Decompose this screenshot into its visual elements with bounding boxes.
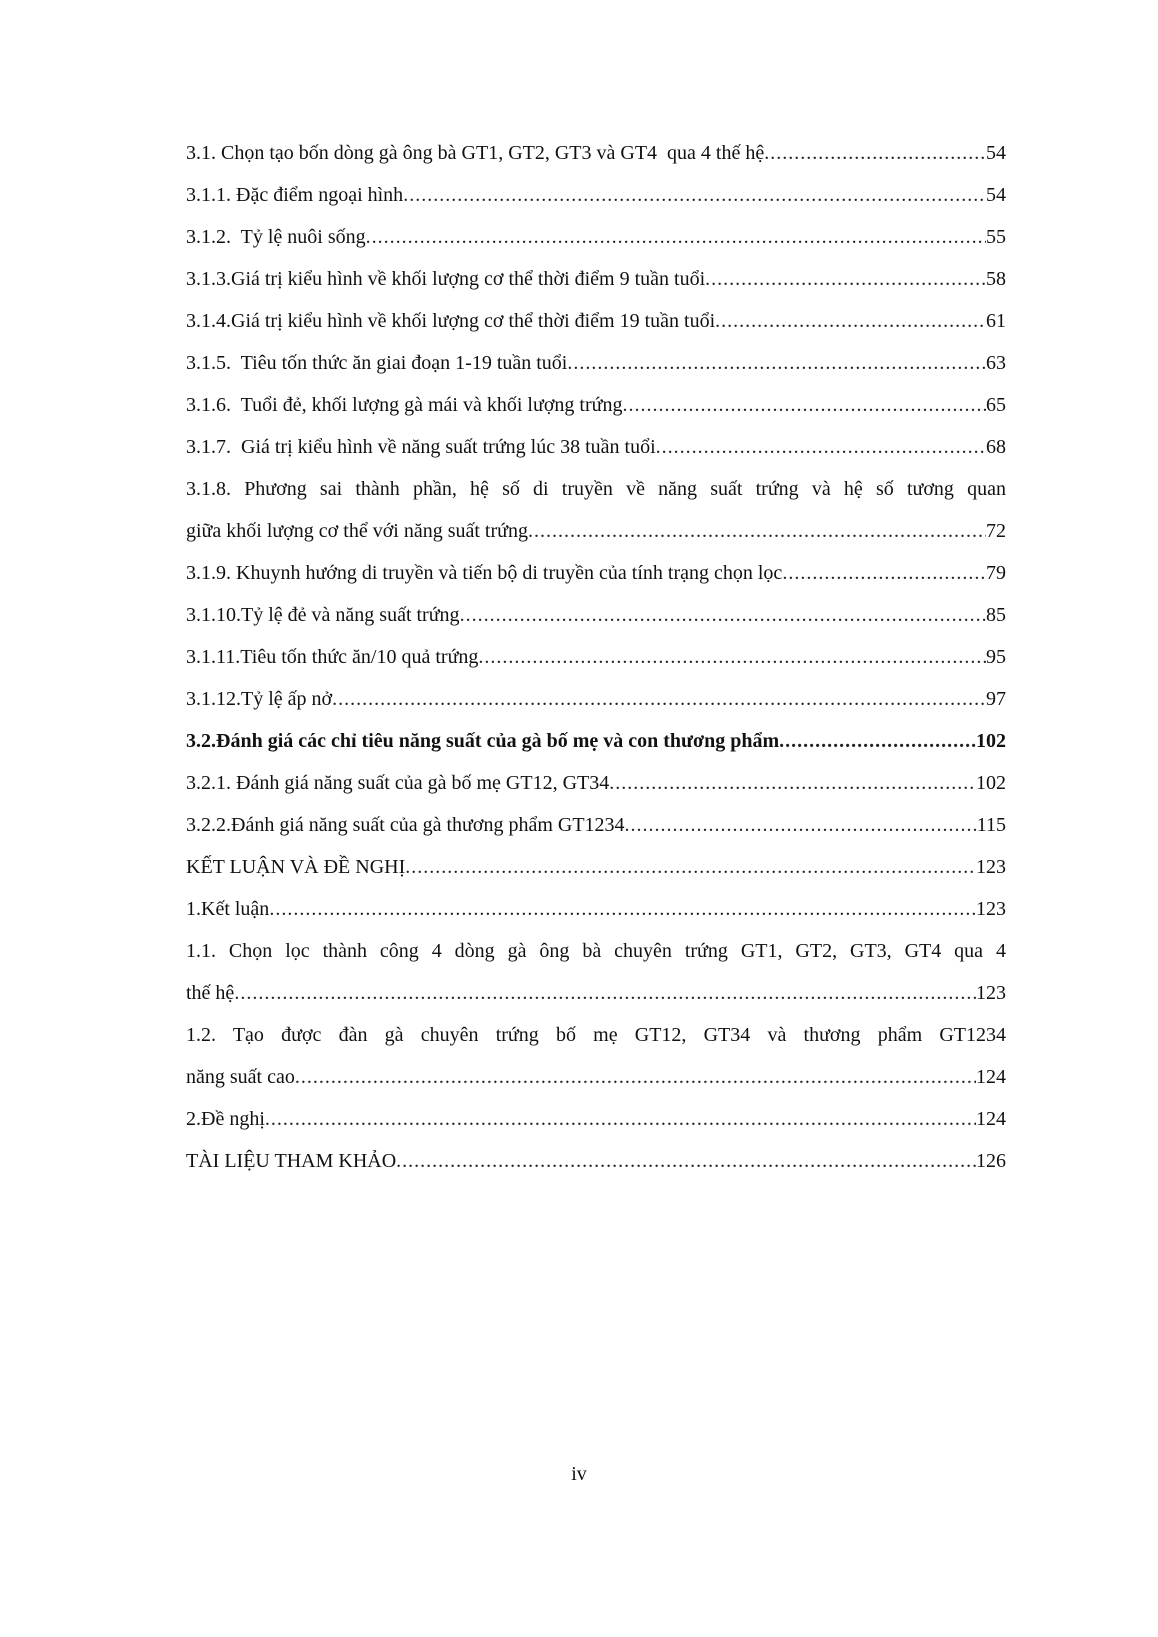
dot-leader (265, 1098, 976, 1140)
toc-entry-title-line1: 1.1. Chọn lọc thành công 4 dòng gà ông bà chuyên trứng GT1, GT2, GT3, GT4 qua 4 (186, 940, 1006, 962)
dot-leader (622, 384, 986, 426)
dot-leader (764, 132, 986, 174)
toc-entry (186, 426, 1006, 468)
toc-entry-title: 3.1.1. Đặc điểm ngoại hình (186, 184, 404, 206)
dot-leader (269, 888, 976, 930)
toc-entry-title: 3.1.5. Tiêu tốn thức ăn giai đoạn 1-19 tuần tuổi (186, 352, 568, 374)
dot-leader (625, 804, 977, 846)
dot-leader (332, 678, 986, 720)
toc-entry-page: 115 (976, 814, 1006, 836)
toc-entry-title: 3.1.11.Tiêu tốn thức ăn/10 quả trứng (186, 646, 479, 668)
toc-entry (186, 762, 1006, 804)
table-of-contents (186, 132, 1006, 1182)
toc-entry (186, 384, 1006, 426)
toc-entry-title: giữa khối lượng cơ thể với năng suất trứng (186, 520, 528, 542)
toc-entry (186, 678, 1006, 720)
toc-entry (186, 1014, 1006, 1098)
dot-leader (782, 552, 986, 594)
toc-entry (186, 846, 1006, 888)
toc-entry-page: 126 (976, 1150, 1006, 1172)
toc-entry-page: 54 (986, 184, 1006, 206)
dot-leader (366, 216, 986, 258)
toc-entry (186, 888, 1006, 930)
toc-entry-title-line1: 1.2. Tạo được đàn gà chuyên trứng bố mẹ GT12, GT34 và thương phẩm GT1234 (186, 1024, 1006, 1046)
toc-entry (186, 132, 1006, 174)
toc-entry-page: 61 (986, 310, 1006, 332)
toc-entry-page: 54 (986, 142, 1006, 164)
toc-entry-page: 123 (976, 982, 1006, 1004)
toc-entry-title: 3.1.2. Tỷ lệ nuôi sống (186, 226, 366, 248)
toc-entry-page: 102 (976, 730, 1006, 752)
dot-leader (528, 510, 986, 552)
dot-leader (567, 342, 986, 384)
toc-entry-title: 3.1.4.Giá trị kiểu hình về khối lượng cơ thể thời điểm 19 tuần tuổi (186, 310, 716, 332)
toc-entry-page: 58 (986, 268, 1006, 290)
toc-entry (186, 930, 1006, 1014)
toc-entry-title-line1: 3.1.8. Phương sai thành phần, hệ số di truyền về năng suất trứng và hệ số tương quan (186, 478, 1006, 500)
toc-entry (186, 468, 1006, 552)
toc-entry-title: năng suất cao (186, 1066, 295, 1088)
dot-leader (396, 1140, 976, 1182)
dot-leader (234, 972, 976, 1014)
dot-leader (779, 720, 976, 762)
toc-entry (186, 594, 1006, 636)
toc-entry-title: 3.2.1. Đánh giá năng suất của gà bố mẹ GT12, GT34 (186, 772, 610, 794)
toc-entry-title: thế hệ (186, 982, 235, 1004)
toc-entry-page: 124 (976, 1108, 1006, 1130)
dot-leader (656, 426, 986, 468)
toc-entry (186, 342, 1006, 384)
toc-entry (186, 258, 1006, 300)
toc-entry-page: 63 (986, 352, 1006, 374)
toc-entry-page: 85 (986, 604, 1006, 626)
toc-entry (186, 804, 1006, 846)
dot-leader (403, 174, 986, 216)
toc-entry-title: 3.1.12.Tỷ lệ ấp nở (186, 688, 333, 710)
toc-entry-title: 3.2.Đánh giá các chỉ tiêu năng suất của gà bố mẹ và con thương phẩm (186, 730, 780, 752)
toc-entry-title: 3.1.9. Khuynh hướng di truyền và tiến bộ di truyền của tính trạng chọn lọc (186, 562, 783, 584)
toc-entry (186, 174, 1006, 216)
toc-entry-title: 3.1.7. Giá trị kiểu hình về năng suất trứng lúc 38 tuần tuổi (186, 436, 656, 458)
toc-entry (186, 216, 1006, 258)
toc-entry (186, 552, 1006, 594)
toc-entry (186, 636, 1006, 678)
toc-entry-title: 3.2.2.Đánh giá năng suất của gà thương phẩm GT1234 (186, 814, 625, 836)
toc-entry (186, 1098, 1006, 1140)
toc-entry-title: 2.Đề nghị (186, 1108, 265, 1130)
dot-leader (405, 846, 976, 888)
toc-entry-page: 123 (976, 856, 1006, 878)
toc-entry-title: TÀI LIỆU THAM KHẢO (186, 1150, 397, 1172)
toc-entry-title: 3.1.10.Tỷ lệ đẻ và năng suất trứng (186, 604, 460, 626)
toc-entry-page: 72 (986, 520, 1006, 542)
dot-leader (705, 258, 986, 300)
toc-entry-page: 68 (986, 436, 1006, 458)
dot-leader (460, 594, 986, 636)
toc-entry (186, 300, 1006, 342)
toc-entry-page: 97 (986, 688, 1006, 710)
toc-entry-title: 3.1. Chọn tạo bốn dòng gà ông bà GT1, GT2, GT3 và GT4 qua 4 thế hệ (186, 142, 765, 164)
dot-leader (715, 300, 986, 342)
toc-entry-page: 55 (986, 226, 1006, 248)
toc-entry-title: 3.1.3.Giá trị kiểu hình về khối lượng cơ thể thời điểm 9 tuần tuổi (186, 268, 706, 290)
toc-entry-page: 95 (986, 646, 1006, 668)
toc-entry-title: 3.1.6. Tuổi đẻ, khối lượng gà mái và khối lượng trứng (186, 394, 623, 416)
toc-entry (186, 720, 1006, 762)
page-number: iv (571, 1463, 587, 1485)
dot-leader (609, 762, 976, 804)
toc-entry-page: 65 (986, 394, 1006, 416)
toc-entry-page: 124 (976, 1066, 1006, 1088)
toc-entry-page: 79 (986, 562, 1006, 584)
dot-leader (478, 636, 986, 678)
toc-entry-title: KẾT LUẬN VÀ ĐỀ NGHỊ (186, 856, 406, 878)
toc-entry-page: 123 (976, 898, 1006, 920)
dot-leader (295, 1056, 976, 1098)
toc-entry-page: 102 (976, 772, 1006, 794)
toc-entry-title: 1.Kết luận (186, 898, 270, 920)
toc-entry (186, 1140, 1006, 1182)
